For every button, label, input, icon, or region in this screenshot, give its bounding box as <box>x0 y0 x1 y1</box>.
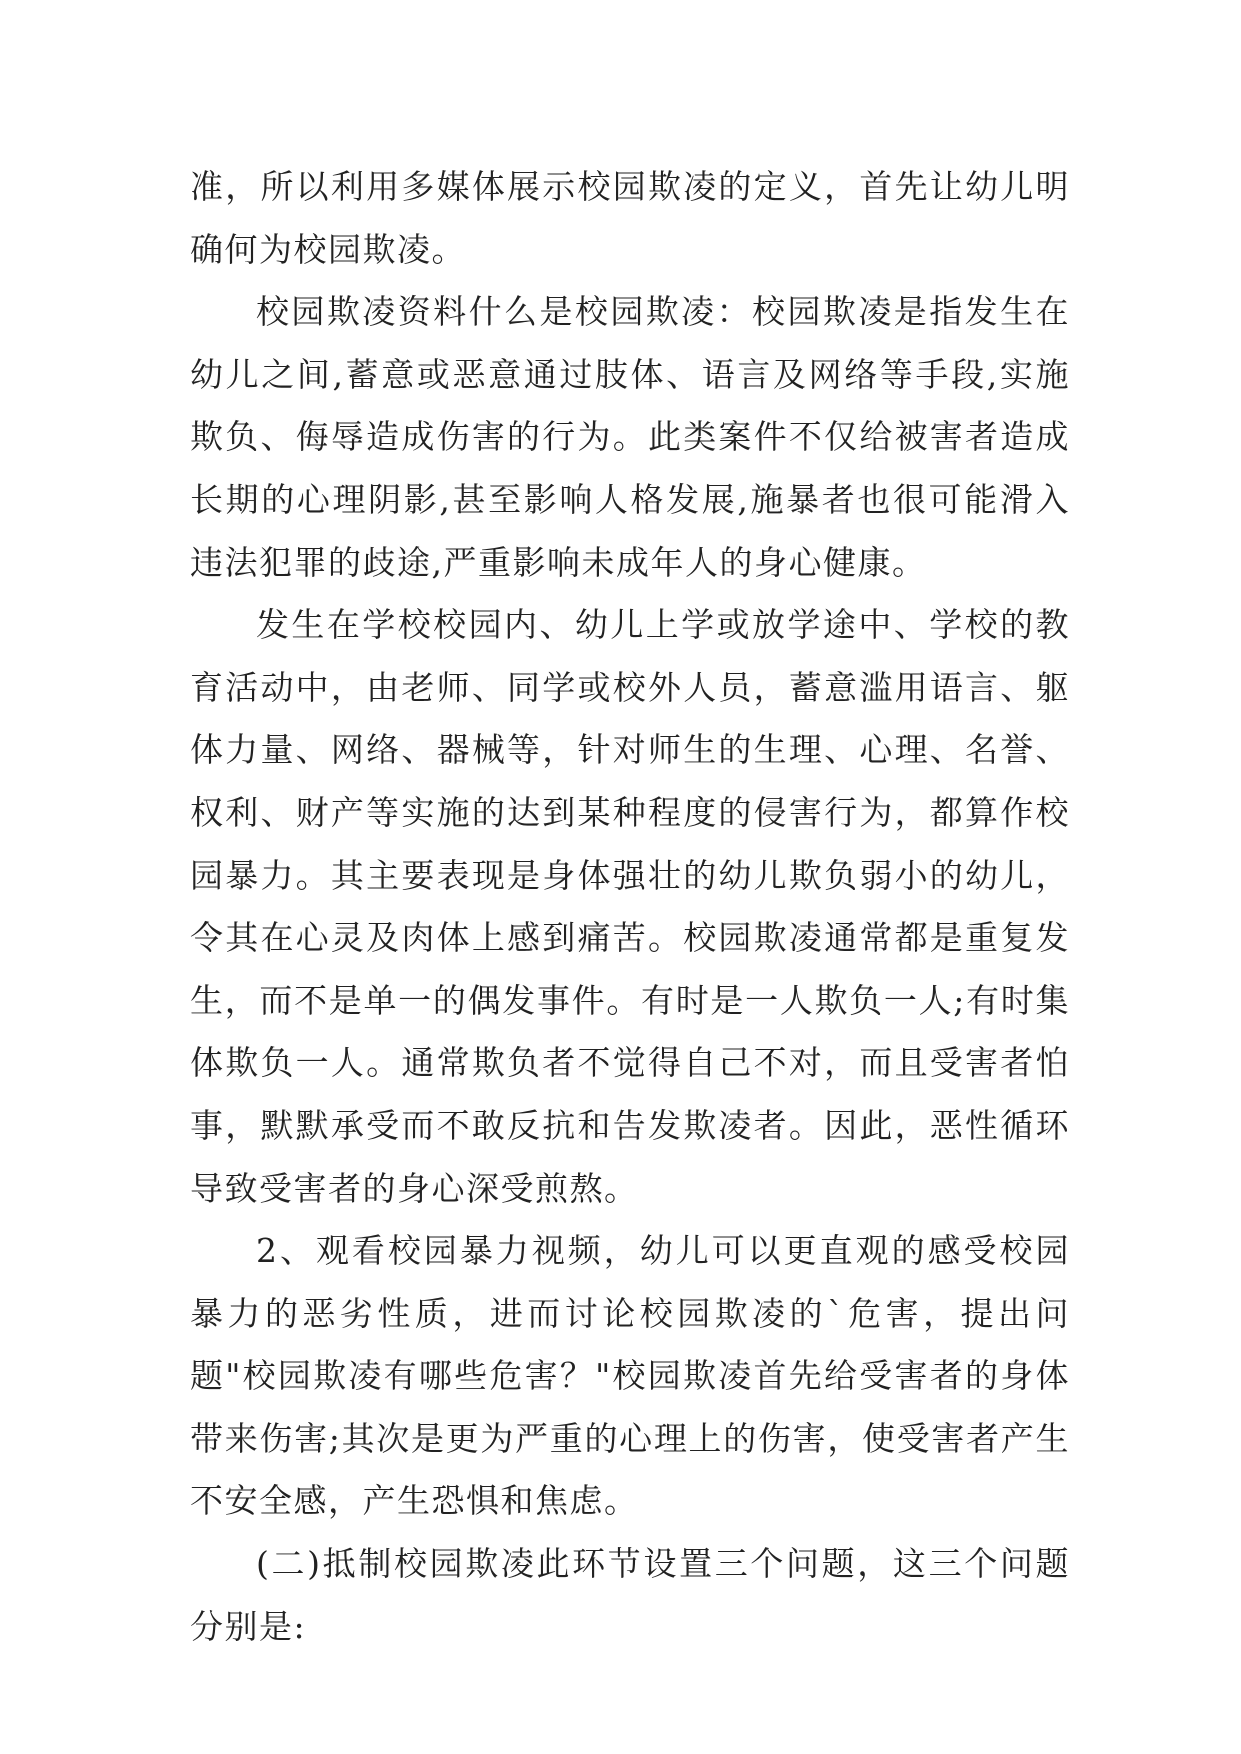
paragraph-resist-bullying: (二)抵制校园欺凌此环节设置三个问题，这三个问题分别是: <box>190 1544 1070 1646</box>
paragraph-continuation: 准，所以利用多媒体展示校园欺凌的定义，首先让幼儿明确何为校园欺凌。 <box>190 167 1070 269</box>
paragraph-watch-video: 2、观看校园暴力视频，幼儿可以更直观的感受校园暴力的恶劣性质，进而讨论校园欺凌的`危害，提出问题"校园欺凌有哪些危害？"校园欺凌首先给受害者的身体带来伤害;其次是更为严重的心理上的伤害，使受害者产生不安全感，产生恐惧和焦虑。 <box>190 1231 1070 1521</box>
paragraph-bullying-definition: 校园欺凌资料什么是校园欺凌：校园欺凌是指发生在幼儿之间,蓄意或恶意通过肢体、语言及网络等手段,实施欺负、侮辱造成伤害的行为。此类案件不仅给被害者造成长期的心理阴影,甚至影响人格发展,施暴者也很可能滑入违法犯罪的歧途,严重影响未成年人的身心健康。 <box>190 292 1070 582</box>
document-body <box>190 156 1070 1658</box>
paragraph-school-violence: 发生在学校校园内、幼儿上学或放学途中、学校的教育活动中，由老师、同学或校外人员，蓄意滥用语言、躯体力量、网络、器械等，针对师生的生理、心理、名誉、权利、财产等实施的达到某种程度的侵害行为，都算作校园暴力。其主要表现是身体强壮的幼儿欺负弱小的幼儿，令其在心灵及肉体上感到痛苦。校园欺凌通常都是重复发生，而不是单一的偶发事件。有时是一人欺负一人;有时集体欺负一人。通常欺负者不觉得自己不对，而且受害者怕事，默默承受而不敢反抗和告发欺凌者。因此，恶性循环导致受害者的身心深受煎熬。 <box>190 605 1070 1208</box>
